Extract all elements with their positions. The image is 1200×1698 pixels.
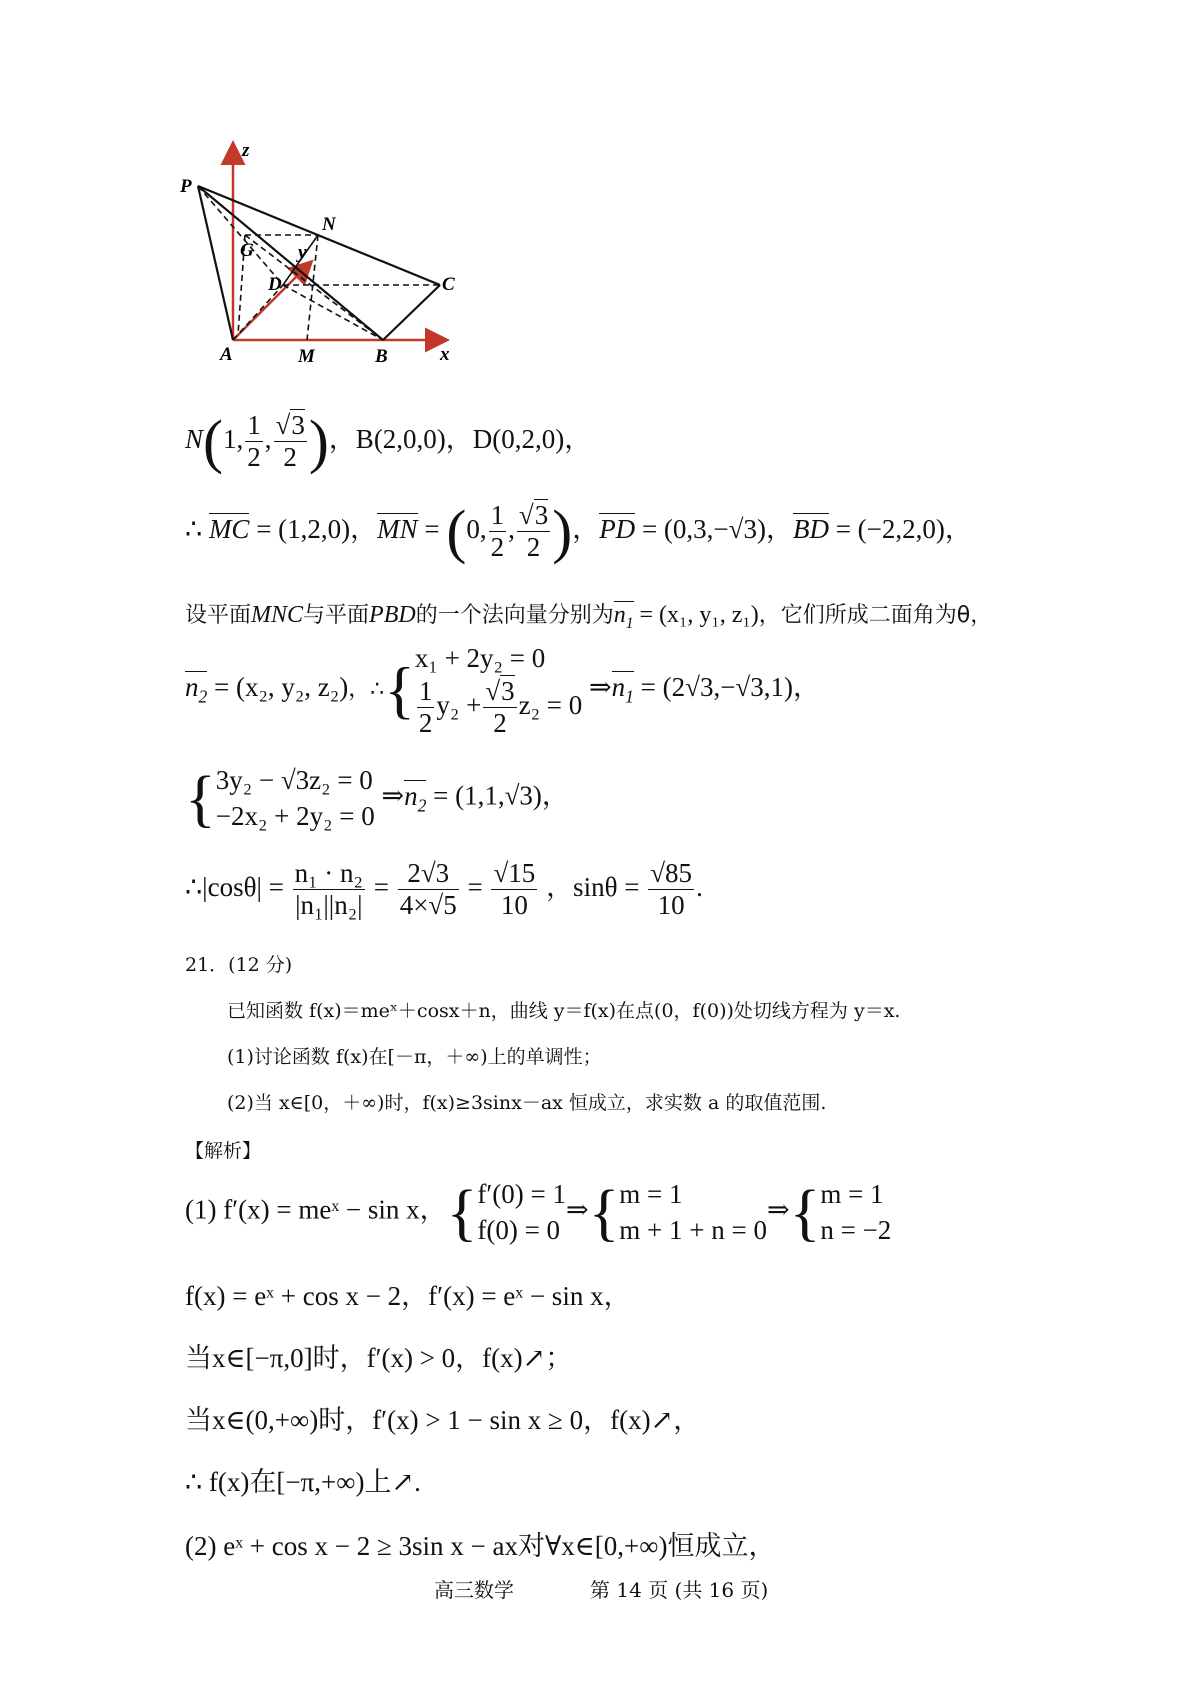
solution-step4: 当x∈(0,+∞)时，f′(x) > 1 − sin x ≥ 0，f(x)↗， [185,1405,701,1435]
label-P: P [180,176,192,197]
label-M: M [298,346,315,367]
frac-sqrt3-over-2: $\frac{√3}{2}$ [275,410,305,473]
sin-frac: $\frac{√85}{10}$ [650,858,693,921]
label-N: N [322,214,336,235]
label-z: z [242,140,250,161]
solution-step6: (2) eˣ + cos x − 2 ≥ 3sin x − ax对∀x∈[0,+∞)恒成立， [185,1531,776,1561]
label-B: B [375,346,388,367]
solution-step5: ∴ f(x)在[−π,+∞)上↗. [185,1467,421,1497]
label-y: y [298,242,307,263]
label-x: x [440,344,450,365]
vec-bd: BD [792,513,829,544]
footer-subject: 高三数学 [434,1578,514,1602]
pyramid-figure [170,130,500,400]
frac-half: $\frac{1}{2}$ [247,410,261,473]
label-D: D [268,274,282,295]
sys2-eq2: −2x₂ + 2y₂ = 0 [215,801,375,832]
cos-frac3: $\frac{√15}{10}$ [493,858,536,921]
cos-frac1: $\frac{\text{n₁ · n₂}}{\text{|n₁||n₂|}}$ [294,858,363,921]
cos-frac2: $\frac{2√3}{4\times√5}$ [399,858,457,921]
normal-vector-line: 设平面MNC与平面PBD的一个法向量分别为$n_1 = (x_1$, y₁, z₁)，它们所成二面角为θ， [185,602,993,632]
coord-b-d: ，B(2,0,0)，D(0,2,0)， [328,423,592,454]
problem21-part1: (1)讨论函数 f(x)在[－π，＋∞)上的单调性； [227,1046,602,1068]
system2-line: { 3y₂ − √3z₂ = 0 −2x₂ + 2y₂ = 0 $\Rightarrow n_2 = (1,1,√3)$， [185,762,569,834]
coord-n-label: N [185,423,204,454]
label-A: A [220,344,233,365]
solution-step3: 当x∈[−π,0]时，f′(x) > 0，f(x)↗； [185,1343,573,1373]
vec-pd: PD [599,513,636,544]
solution-step1: (1) f′(x) = meˣ − sin x，{ f′(0) = 1 f(0) = 0 ⇒{ m = 1 m + 1 + n = 0 ⇒{ m = 1 n = −2 [185,1176,892,1248]
vec-mc: MC [208,513,250,544]
solution-step2: f(x) = eˣ + cos x − 2，f′(x) = eˣ − sin x， [185,1281,631,1311]
coords-line: N(1, $\frac{1}{2}$ , $\frac{√3}{2}$ )，B(2,0,0)，D(0,2,0)， [185,408,592,475]
cosine-line: ∴|cosθ| = $\frac{\text{n₁ · n₂}}{\text{|n₁||n₂|}}$ = $\frac{2√3}{4\times√5}$ = $\frac{√15}{10}$ ，sinθ = $\frac{√85}{10}$ . [185,858,703,921]
vec-mn: MN [377,513,418,544]
footer-page: 第 14 页 (共 16 页) [590,1578,769,1602]
system1-line: $n_2 = (x_2$, y₂, z₂)，∴{ x₁ + 2y₂ = 0 $\frac{1}{2}$ y₂ + $\frac{√3}{2}$ z₂ = 0 $\Rightarrow n_1 = (2√3,-√3,1)$， [185,640,820,740]
label-G: G [240,240,254,261]
vectors-line: ∴ MC = (1,2,0)，MN = (0, $\frac{1}{2}$ , $\frac{√3}{2}$ )，PD = (0,3,−√3)，BD = (−2,2,0)， [185,498,972,565]
sys2-eq1: 3y₂ − √3z₂ = 0 [215,765,373,795]
problem21-statement: 已知函数 f(x)＝meˣ＋cosx＋n，曲线 y＝f(x)在点(0，f(0))处切线方程为 y＝x. [227,1000,901,1022]
problem21-part2: (2)当 x∈[0，＋∞)时，f(x)≥3sinx－ax 恒成立，求实数 a 的取值范围. [227,1092,827,1114]
sys1-eq1: x₁ + 2y₂ = 0 [414,643,546,673]
solution-title: 【解析】 [185,1140,262,1162]
coord-n-first: 1, [223,423,244,454]
label-C: C [442,274,455,295]
problem21-header: 21．(12 分) [185,954,293,976]
